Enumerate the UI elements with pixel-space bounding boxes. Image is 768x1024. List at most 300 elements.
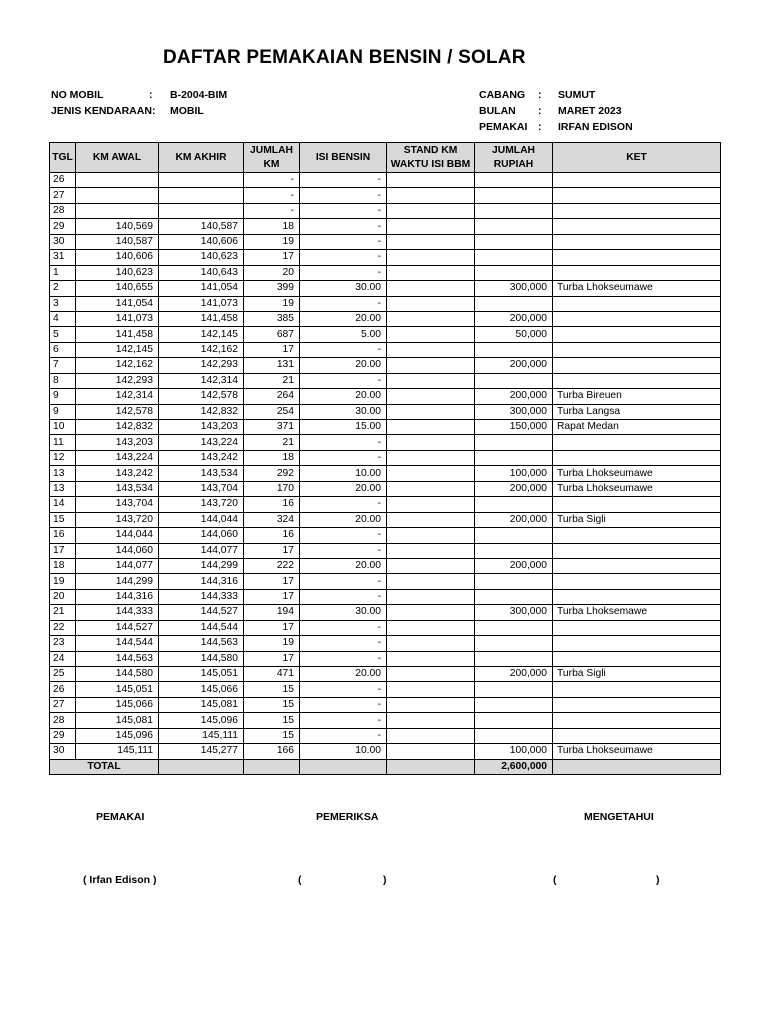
cell-jumlah-km: 19 xyxy=(244,296,300,311)
signature-label-mengetahui: MENGETAHUI xyxy=(584,811,654,823)
cell-stand-km xyxy=(387,528,475,543)
cell-ket: Turba Sigli xyxy=(553,667,721,682)
cell-km-awal: 142,832 xyxy=(76,420,159,435)
table-row xyxy=(50,620,721,635)
cell-tgl: 6 xyxy=(50,342,76,357)
cell-isi-bensin: - xyxy=(300,497,387,512)
table-row xyxy=(50,605,721,620)
cell-km-akhir: 144,544 xyxy=(159,620,244,635)
cell-ket xyxy=(553,651,721,666)
cell-tgl: 27 xyxy=(50,188,76,203)
cell-jumlah-rupiah: 200,000 xyxy=(475,311,553,326)
cell-km-akhir: 140,587 xyxy=(159,219,244,234)
cell-stand-km xyxy=(387,327,475,342)
cell-jumlah-km: 170 xyxy=(244,481,300,496)
table-row xyxy=(50,342,721,357)
cell-km-akhir: 142,145 xyxy=(159,327,244,342)
cell-km-akhir: 145,051 xyxy=(159,667,244,682)
cell-km-awal: 142,578 xyxy=(76,404,159,419)
cell-tgl: 19 xyxy=(50,574,76,589)
cell-stand-km xyxy=(387,682,475,697)
cell-km-awal: 143,534 xyxy=(76,481,159,496)
cell-ket xyxy=(553,435,721,450)
cell-jumlah-rupiah xyxy=(475,528,553,543)
info-row-no-mobil xyxy=(51,87,351,103)
cell-jumlah-km: 222 xyxy=(244,558,300,573)
cell-jumlah-km: 17 xyxy=(244,250,300,265)
total-row xyxy=(50,759,721,774)
info-label: NO MOBIL xyxy=(51,89,104,101)
cell-tgl: 9 xyxy=(50,404,76,419)
cell-stand-km xyxy=(387,728,475,743)
table-row xyxy=(50,682,721,697)
info-label: JENIS KENDARAAN xyxy=(51,105,152,117)
signature-label-pemeriksa: PEMERIKSA xyxy=(316,811,379,823)
cell-km-akhir: 144,060 xyxy=(159,528,244,543)
cell-km-awal: 144,580 xyxy=(76,667,159,682)
cell-stand-km xyxy=(387,481,475,496)
signature-name-pemakai: ( Irfan Edison ) xyxy=(83,874,157,886)
cell-jumlah-km: 17 xyxy=(244,543,300,558)
info-label: BULAN xyxy=(479,105,516,117)
cell-jumlah-rupiah: 200,000 xyxy=(475,481,553,496)
cell-km-awal: 142,145 xyxy=(76,342,159,357)
cell-stand-km xyxy=(387,651,475,666)
cell-jumlah-rupiah xyxy=(475,234,553,249)
cell-tgl: 17 xyxy=(50,543,76,558)
cell-jumlah-rupiah: 100,000 xyxy=(475,744,553,759)
cell-jumlah-rupiah: 100,000 xyxy=(475,466,553,481)
cell-isi-bensin: - xyxy=(300,450,387,465)
cell-jumlah-km: 15 xyxy=(244,697,300,712)
cell-stand-km xyxy=(387,203,475,218)
info-colon: : xyxy=(538,121,542,133)
cell-jumlah-km: - xyxy=(244,203,300,218)
cell-isi-bensin: 30.00 xyxy=(300,605,387,620)
cell-ket xyxy=(553,697,721,712)
cell-tgl: 9 xyxy=(50,389,76,404)
cell-km-akhir: 144,316 xyxy=(159,574,244,589)
signature-open-paren: ( xyxy=(553,874,557,886)
cell-stand-km xyxy=(387,697,475,712)
cell-km-awal: 144,527 xyxy=(76,620,159,635)
cell-ket: Rapat Medan xyxy=(553,420,721,435)
cell-stand-km xyxy=(387,188,475,203)
table-row xyxy=(50,281,721,296)
table-row xyxy=(50,558,721,573)
cell-tgl: 5 xyxy=(50,327,76,342)
table-row xyxy=(50,697,721,712)
cell-km-awal: 140,623 xyxy=(76,265,159,280)
table-row xyxy=(50,667,721,682)
total-cell xyxy=(387,759,475,774)
cell-isi-bensin: 20.00 xyxy=(300,481,387,496)
branch-info xyxy=(479,87,719,135)
cell-jumlah-rupiah xyxy=(475,697,553,712)
cell-km-awal xyxy=(76,203,159,218)
cell-jumlah-rupiah xyxy=(475,682,553,697)
cell-ket xyxy=(553,358,721,373)
table-row xyxy=(50,435,721,450)
cell-jumlah-km: - xyxy=(244,188,300,203)
cell-stand-km xyxy=(387,620,475,635)
cell-km-awal xyxy=(76,173,159,188)
cell-jumlah-rupiah: 50,000 xyxy=(475,327,553,342)
total-jumlah-rupiah: 2,600,000 xyxy=(475,759,553,774)
cell-jumlah-km: 399 xyxy=(244,281,300,296)
cell-km-awal: 143,720 xyxy=(76,512,159,527)
cell-jumlah-km: 385 xyxy=(244,311,300,326)
cell-jumlah-km: 16 xyxy=(244,528,300,543)
cell-ket xyxy=(553,327,721,342)
cell-stand-km xyxy=(387,543,475,558)
cell-jumlah-rupiah xyxy=(475,173,553,188)
cell-tgl: 26 xyxy=(50,682,76,697)
cell-km-awal: 141,073 xyxy=(76,311,159,326)
cell-tgl: 15 xyxy=(50,512,76,527)
table-row xyxy=(50,358,721,373)
cell-jumlah-km: 15 xyxy=(244,682,300,697)
cell-tgl: 28 xyxy=(50,203,76,218)
cell-jumlah-km: 687 xyxy=(244,327,300,342)
cell-jumlah-rupiah xyxy=(475,497,553,512)
header-tgl: TGL xyxy=(50,143,76,173)
table-row xyxy=(50,188,721,203)
cell-jumlah-km: 17 xyxy=(244,589,300,604)
cell-isi-bensin: - xyxy=(300,342,387,357)
table-row xyxy=(50,728,721,743)
info-colon: : xyxy=(152,105,156,117)
header-stand-km: STAND KM WAKTU ISI BBM xyxy=(387,143,475,173)
info-value: SUMUT xyxy=(558,89,596,101)
cell-isi-bensin: - xyxy=(300,636,387,651)
table-row xyxy=(50,744,721,759)
cell-stand-km xyxy=(387,497,475,512)
info-colon: : xyxy=(538,105,542,117)
table-row xyxy=(50,327,721,342)
cell-ket xyxy=(553,558,721,573)
cell-tgl: 26 xyxy=(50,173,76,188)
cell-tgl: 21 xyxy=(50,605,76,620)
cell-isi-bensin: 20.00 xyxy=(300,358,387,373)
cell-tgl: 28 xyxy=(50,713,76,728)
cell-ket xyxy=(553,589,721,604)
cell-stand-km xyxy=(387,420,475,435)
cell-isi-bensin: 30.00 xyxy=(300,281,387,296)
cell-ket: Turba Sigli xyxy=(553,512,721,527)
cell-jumlah-rupiah xyxy=(475,651,553,666)
cell-tgl: 30 xyxy=(50,234,76,249)
cell-stand-km xyxy=(387,311,475,326)
cell-tgl: 23 xyxy=(50,636,76,651)
cell-jumlah-rupiah xyxy=(475,574,553,589)
cell-stand-km xyxy=(387,342,475,357)
cell-km-awal: 142,162 xyxy=(76,358,159,373)
cell-tgl: 2 xyxy=(50,281,76,296)
cell-km-awal: 141,458 xyxy=(76,327,159,342)
cell-isi-bensin: 20.00 xyxy=(300,667,387,682)
table-row xyxy=(50,404,721,419)
cell-jumlah-km: 324 xyxy=(244,512,300,527)
cell-stand-km xyxy=(387,605,475,620)
cell-stand-km xyxy=(387,589,475,604)
cell-stand-km xyxy=(387,358,475,373)
cell-km-awal: 144,299 xyxy=(76,574,159,589)
cell-isi-bensin: - xyxy=(300,219,387,234)
info-value: IRFAN EDISON xyxy=(558,121,633,133)
cell-isi-bensin: - xyxy=(300,682,387,697)
cell-stand-km xyxy=(387,173,475,188)
cell-km-awal: 144,333 xyxy=(76,605,159,620)
cell-km-akhir xyxy=(159,173,244,188)
cell-jumlah-rupiah: 200,000 xyxy=(475,358,553,373)
cell-jumlah-rupiah xyxy=(475,589,553,604)
cell-isi-bensin: - xyxy=(300,188,387,203)
cell-jumlah-rupiah: 300,000 xyxy=(475,281,553,296)
signature-label-pemakai: PEMAKAI xyxy=(96,811,145,823)
table-header-row xyxy=(50,143,721,173)
table-row xyxy=(50,713,721,728)
cell-isi-bensin: - xyxy=(300,651,387,666)
cell-stand-km xyxy=(387,466,475,481)
signature-close-paren: ) xyxy=(383,874,387,886)
info-value: MOBIL xyxy=(170,105,204,117)
cell-jumlah-rupiah: 200,000 xyxy=(475,512,553,527)
cell-isi-bensin: - xyxy=(300,543,387,558)
cell-ket xyxy=(553,620,721,635)
cell-km-awal: 143,704 xyxy=(76,497,159,512)
fuel-usage-table xyxy=(49,142,721,775)
cell-isi-bensin: - xyxy=(300,296,387,311)
cell-ket xyxy=(553,219,721,234)
cell-km-akhir: 141,073 xyxy=(159,296,244,311)
cell-jumlah-km: 254 xyxy=(244,404,300,419)
cell-isi-bensin: - xyxy=(300,265,387,280)
cell-stand-km xyxy=(387,667,475,682)
table-row xyxy=(50,311,721,326)
info-colon: : xyxy=(149,89,153,101)
cell-isi-bensin: - xyxy=(300,620,387,635)
cell-km-awal: 144,544 xyxy=(76,636,159,651)
cell-ket: Turba Lhoksemawe xyxy=(553,605,721,620)
table-row xyxy=(50,219,721,234)
table-row xyxy=(50,651,721,666)
cell-ket: Turba Bireuen xyxy=(553,389,721,404)
info-row-bulan xyxy=(479,103,719,119)
cell-jumlah-km: 21 xyxy=(244,373,300,388)
table-row xyxy=(50,466,721,481)
cell-km-akhir: 143,242 xyxy=(159,450,244,465)
cell-tgl: 11 xyxy=(50,435,76,450)
cell-isi-bensin: 20.00 xyxy=(300,311,387,326)
cell-ket xyxy=(553,250,721,265)
cell-tgl: 30 xyxy=(50,744,76,759)
cell-isi-bensin: - xyxy=(300,697,387,712)
cell-jumlah-rupiah xyxy=(475,296,553,311)
cell-tgl: 4 xyxy=(50,311,76,326)
cell-km-awal xyxy=(76,188,159,203)
cell-tgl: 25 xyxy=(50,667,76,682)
cell-ket: Turba Lhokseumawe xyxy=(553,481,721,496)
cell-km-awal: 144,316 xyxy=(76,589,159,604)
cell-km-akhir: 140,643 xyxy=(159,265,244,280)
cell-stand-km xyxy=(387,713,475,728)
total-cell xyxy=(159,759,244,774)
cell-km-akhir: 145,081 xyxy=(159,697,244,712)
cell-jumlah-rupiah xyxy=(475,188,553,203)
cell-isi-bensin: 30.00 xyxy=(300,404,387,419)
cell-tgl: 29 xyxy=(50,728,76,743)
cell-jumlah-rupiah: 200,000 xyxy=(475,389,553,404)
cell-stand-km xyxy=(387,373,475,388)
table-row xyxy=(50,636,721,651)
info-value: MARET 2023 xyxy=(558,105,622,117)
cell-km-akhir: 144,563 xyxy=(159,636,244,651)
cell-jumlah-rupiah: 300,000 xyxy=(475,404,553,419)
cell-km-awal: 143,203 xyxy=(76,435,159,450)
cell-tgl: 13 xyxy=(50,466,76,481)
table-row xyxy=(50,481,721,496)
cell-jumlah-rupiah: 150,000 xyxy=(475,420,553,435)
cell-isi-bensin: 20.00 xyxy=(300,558,387,573)
table-row xyxy=(50,574,721,589)
cell-jumlah-km: 15 xyxy=(244,728,300,743)
cell-ket xyxy=(553,203,721,218)
cell-km-akhir: 141,054 xyxy=(159,281,244,296)
cell-stand-km xyxy=(387,450,475,465)
cell-tgl: 7 xyxy=(50,358,76,373)
info-row-pemakai xyxy=(479,119,719,135)
table-row xyxy=(50,203,721,218)
cell-km-akhir xyxy=(159,188,244,203)
cell-tgl: 24 xyxy=(50,651,76,666)
cell-isi-bensin: 10.00 xyxy=(300,744,387,759)
cell-isi-bensin: 20.00 xyxy=(300,512,387,527)
cell-isi-bensin: 15.00 xyxy=(300,420,387,435)
cell-km-awal: 140,655 xyxy=(76,281,159,296)
cell-km-akhir: 145,277 xyxy=(159,744,244,759)
cell-km-akhir xyxy=(159,203,244,218)
cell-tgl: 13 xyxy=(50,481,76,496)
cell-km-awal: 144,077 xyxy=(76,558,159,573)
cell-km-akhir: 144,580 xyxy=(159,651,244,666)
cell-jumlah-rupiah xyxy=(475,450,553,465)
cell-ket xyxy=(553,265,721,280)
cell-km-akhir: 144,333 xyxy=(159,589,244,604)
info-row-jenis-kendaraan xyxy=(51,103,351,119)
header-jumlah-rupiah: JUMLAH RUPIAH xyxy=(475,143,553,173)
cell-tgl: 16 xyxy=(50,528,76,543)
table-row xyxy=(50,497,721,512)
cell-isi-bensin: - xyxy=(300,234,387,249)
cell-jumlah-km: 194 xyxy=(244,605,300,620)
cell-jumlah-rupiah xyxy=(475,219,553,234)
cell-km-akhir: 144,527 xyxy=(159,605,244,620)
table-row xyxy=(50,589,721,604)
cell-tgl: 3 xyxy=(50,296,76,311)
cell-km-awal: 140,569 xyxy=(76,219,159,234)
cell-tgl: 8 xyxy=(50,373,76,388)
cell-jumlah-km: 16 xyxy=(244,497,300,512)
cell-stand-km xyxy=(387,234,475,249)
cell-tgl: 14 xyxy=(50,497,76,512)
cell-jumlah-rupiah xyxy=(475,728,553,743)
table-row xyxy=(50,250,721,265)
cell-stand-km xyxy=(387,404,475,419)
cell-ket xyxy=(553,636,721,651)
cell-km-awal: 144,060 xyxy=(76,543,159,558)
cell-tgl: 10 xyxy=(50,420,76,435)
table-row xyxy=(50,296,721,311)
cell-jumlah-rupiah xyxy=(475,435,553,450)
table-row xyxy=(50,173,721,188)
cell-jumlah-rupiah xyxy=(475,636,553,651)
cell-ket xyxy=(553,188,721,203)
cell-km-awal: 141,054 xyxy=(76,296,159,311)
cell-ket xyxy=(553,497,721,512)
header-ket: KET xyxy=(553,143,721,173)
cell-ket xyxy=(553,713,721,728)
cell-jumlah-rupiah xyxy=(475,373,553,388)
table-row xyxy=(50,389,721,404)
cell-km-awal: 143,224 xyxy=(76,450,159,465)
cell-km-akhir: 142,314 xyxy=(159,373,244,388)
info-label: PEMAKAI xyxy=(479,121,528,133)
cell-km-awal: 145,111 xyxy=(76,744,159,759)
cell-km-awal: 140,606 xyxy=(76,250,159,265)
cell-jumlah-km: - xyxy=(244,173,300,188)
cell-km-awal: 142,314 xyxy=(76,389,159,404)
info-colon: : xyxy=(538,89,542,101)
cell-km-akhir: 142,162 xyxy=(159,342,244,357)
header-isi-bensin: ISI BENSIN xyxy=(300,143,387,173)
total-cell xyxy=(300,759,387,774)
cell-jumlah-km: 17 xyxy=(244,574,300,589)
cell-jumlah-km: 18 xyxy=(244,219,300,234)
cell-jumlah-rupiah: 200,000 xyxy=(475,667,553,682)
page-title: DAFTAR PEMAKAIAN BENSIN / SOLAR xyxy=(163,47,526,68)
cell-isi-bensin: - xyxy=(300,373,387,388)
cell-km-awal: 142,293 xyxy=(76,373,159,388)
cell-ket xyxy=(553,234,721,249)
cell-tgl: 1 xyxy=(50,265,76,280)
cell-stand-km xyxy=(387,281,475,296)
cell-stand-km xyxy=(387,744,475,759)
cell-ket: Turba Lhokseumawe xyxy=(553,281,721,296)
cell-km-awal: 143,242 xyxy=(76,466,159,481)
cell-stand-km xyxy=(387,296,475,311)
cell-stand-km xyxy=(387,574,475,589)
cell-jumlah-km: 17 xyxy=(244,342,300,357)
cell-km-akhir: 142,578 xyxy=(159,389,244,404)
cell-km-akhir: 142,832 xyxy=(159,404,244,419)
cell-ket xyxy=(553,682,721,697)
cell-km-akhir: 140,606 xyxy=(159,234,244,249)
table-row xyxy=(50,450,721,465)
cell-tgl: 18 xyxy=(50,558,76,573)
table-row xyxy=(50,234,721,249)
cell-jumlah-km: 166 xyxy=(244,744,300,759)
cell-jumlah-km: 264 xyxy=(244,389,300,404)
cell-ket xyxy=(553,450,721,465)
cell-km-awal: 145,066 xyxy=(76,697,159,712)
cell-ket xyxy=(553,173,721,188)
cell-isi-bensin: - xyxy=(300,435,387,450)
cell-isi-bensin: - xyxy=(300,713,387,728)
cell-jumlah-rupiah xyxy=(475,265,553,280)
cell-km-akhir: 142,293 xyxy=(159,358,244,373)
cell-jumlah-km: 18 xyxy=(244,450,300,465)
